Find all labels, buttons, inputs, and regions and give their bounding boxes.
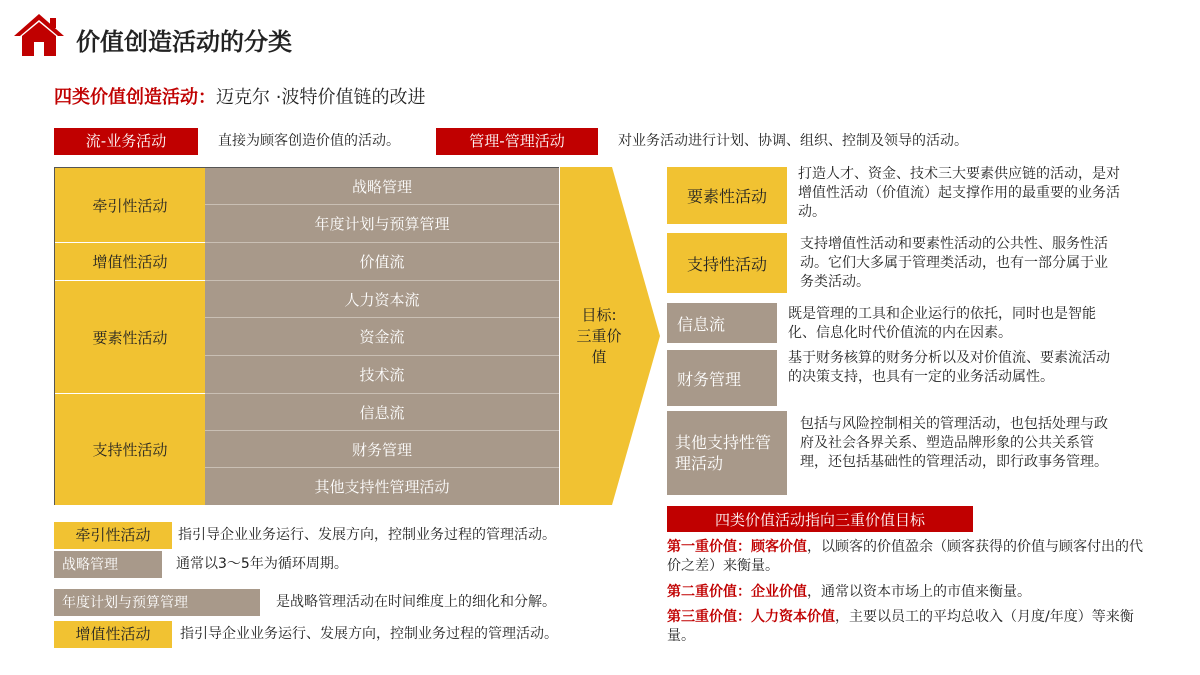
right-label-support: 支持性活动 [667, 233, 787, 293]
def-label-strategy: 战略管理 [54, 551, 162, 578]
matrix-item: 战略管理 [205, 168, 559, 205]
page-title: 价值创造活动的分类 [76, 28, 292, 56]
right-desc: 支持增值性活动和要素性活动的公共性、服务性活动。它们大多属于管理类活动，也有一部分属于业务类活动。 [800, 236, 1108, 290]
def-label-traction: 牵引性活动 [54, 522, 172, 549]
mgmt-desc: 对业务活动进行计划、协调、组织、控制及领导的活动。 [618, 133, 968, 149]
value-name: 第一重价值：顾客价值 [667, 539, 807, 555]
goal-line: 值 [591, 348, 607, 366]
house-icon [12, 12, 66, 58]
value-item-3 [667, 608, 1147, 646]
right-label-info-flow: 信息流 [667, 303, 777, 343]
value-desc: ，通常以资本市场上的市值来衡量。 [807, 584, 1031, 600]
flow-desc: 直接为顾客创造价值的活动。 [218, 133, 400, 149]
right-label-finance: 财务管理 [667, 350, 777, 406]
subtitle-rest: 迈克尔 ·波特价值链的改进 [216, 87, 426, 108]
goal-line: 目标: [581, 306, 617, 324]
activity-matrix [54, 167, 559, 505]
mgmt-tag: 管理-管理活动 [436, 128, 598, 155]
goal-line: 三重价 [576, 327, 622, 345]
right-desc: 既是管理的工具和企业运行的依托，同时也是智能化、信息化时代价值流的内在因素。 [788, 306, 1096, 341]
value-item-1 [667, 538, 1147, 576]
matrix-item: 技术流 [205, 356, 559, 394]
def-desc: 通常以3～5年为循环周期。 [176, 556, 348, 572]
value-item-2 [667, 583, 1147, 602]
value-name: 第二重价值：企业价值 [667, 584, 807, 600]
group-label-value-add: 增值性活动 [55, 243, 205, 281]
matrix-item: 年度计划与预算管理 [205, 205, 559, 243]
matrix-item: 人力资本流 [205, 281, 559, 318]
flow-tag: 流-业务活动 [54, 128, 198, 155]
right-label-other-support: 其他支持性管理活动 [667, 411, 787, 495]
right-desc: 包括与风险控制相关的管理活动，也包括处理与政府及社会各界关系、塑造品牌形象的公共关系管理，还包括基础性的管理活动，即行政事务管理。 [800, 416, 1108, 470]
page-subtitle [54, 83, 425, 109]
def-desc: 指引导企业业务运行、发展方向，控制业务过程的管理活动。 [178, 527, 556, 543]
matrix-item: 价值流 [205, 243, 559, 281]
value-desc: ，主要以员工的平均总收入（月度/年度）等来衡量。 [667, 609, 1134, 644]
values-heading: 四类价值活动指向三重价值目标 [667, 506, 973, 532]
matrix-item: 财务管理 [205, 431, 559, 468]
group-label-support: 支持性活动 [55, 394, 205, 505]
right-label-factor: 要素性活动 [667, 167, 787, 224]
group-label-factor: 要素性活动 [55, 281, 205, 394]
matrix-item: 其他支持性管理活动 [205, 468, 559, 505]
goal-label [566, 305, 632, 368]
right-desc: 打造人才、资金、技术三大要素供应链的活动，是对增值性活动（价值流）起支撑作用的最重要的业务活动。 [798, 166, 1120, 220]
matrix-item: 资金流 [205, 318, 559, 356]
def-desc: 指引导企业业务运行、发展方向，控制业务过程的管理活动。 [180, 626, 558, 642]
def-label-value-add: 增值性活动 [54, 621, 172, 648]
matrix-item: 信息流 [205, 394, 559, 431]
group-label-traction: 牵引性活动 [55, 168, 205, 243]
subtitle-accent: 四类价值创造活动： [54, 87, 216, 108]
def-label-annual-plan: 年度计划与预算管理 [54, 589, 260, 616]
right-desc: 基于财务核算的财务分析以及对价值流、要素流活动的决策支持，也具有一定的业务活动属性。 [788, 350, 1110, 385]
value-name: 第三重价值：人力资本价值 [667, 609, 835, 625]
value-desc: ，以顾客的价值盈余（顾客获得的价值与顾客付出的代价之差）来衡量。 [667, 539, 1143, 574]
def-desc: 是战略管理活动在时间维度上的细化和分解。 [276, 594, 556, 610]
